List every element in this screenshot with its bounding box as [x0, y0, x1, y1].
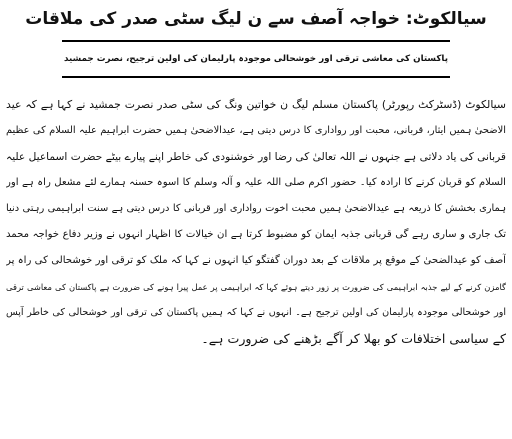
body-line: سیالکوٹ (ڈسٹرکٹ رپورٹر) پاکستان مسلم لیگ ن خواتین ونگ کی سٹی صدر نصرت جمشید نے کہا ہے کہ عید — [6, 98, 506, 111]
body-line: گامزن کرنے کے لیے جذبہ ابراہیمی کی ضرورت پر زور دیتے ہوئے کہا کہ ابراہیمی پر عمل پیرا ہونے کی ضرورت ہے پاکستان کی معاشی ترقی — [6, 282, 506, 292]
article-body — [6, 92, 506, 352]
body-line: السلام کو قربان کرنے کا ارادہ کیا۔ حضور اکرم صلی اللہ علیہ و آلہ وسلم کا اسوہ حسنہ ہمارے لئے مشعل راہ ہے اور — [6, 177, 506, 188]
body-line: آصف کو عیدالضحیٰ کے موقع پر ملاقات کے بعد دوران گفتگو کیا انہوں نے کہا کہ ملک کو ترقی اور خوشحالی کی راہ پر — [6, 255, 506, 266]
article-subheadline: پاکستان کی معاشی ترقی اور خوشحالی موجودہ پارلیمان کی اولین ترجیح، نصرت جمشید — [64, 54, 448, 64]
body-line: ہماری بخشش کا ذریعہ ہے عیدالاضحیٰ ہمیں محبت اخوت رواداری اور قربانی کا درس دیتی ہے سنت ابراہیمی رہتی دنیا — [6, 203, 506, 214]
body-line: تک جاری و ساری رہے گی قربانی جذبہ ایمان کو مضبوط کرتا ہے ان خیالات کا اظہار انہوں نے وزیر دفاع خواجہ محمد — [6, 229, 506, 240]
body-line: الاضحیٰ ہمیں ایثار، قربانی، محبت اور رواداری کا درس دیتی ہے، عیدالاضحیٰ ہمیں حضرت ابراہیم علیہ السلام کی عظیم — [6, 125, 506, 136]
article-headline: سیالکوٹ: خواجہ آصف سے ن لیگ سٹی صدر کی ملاقات — [25, 9, 487, 29]
body-line: اور خوشحالی موجودہ پارلیمان کی اولین ترجیح ہے۔ انہوں نے کہا کہ ہمیں پاکستان کی ترقی اور خوشحالی کی خاطر آپس — [6, 307, 506, 318]
body-line: قربانی کی یاد دلاتی ہے جنہوں نے اللہ تعالیٰ کی رضا اور خوشنودی کی خاطر اپنے پیارے بیٹے حضرت اسماعیل علیہ — [6, 151, 506, 163]
subheadline-box — [62, 40, 450, 78]
body-line: کے سیاسی اختلافات کو بھلا کر آگے بڑھنے کی ضرورت ہے۔ — [201, 331, 506, 346]
